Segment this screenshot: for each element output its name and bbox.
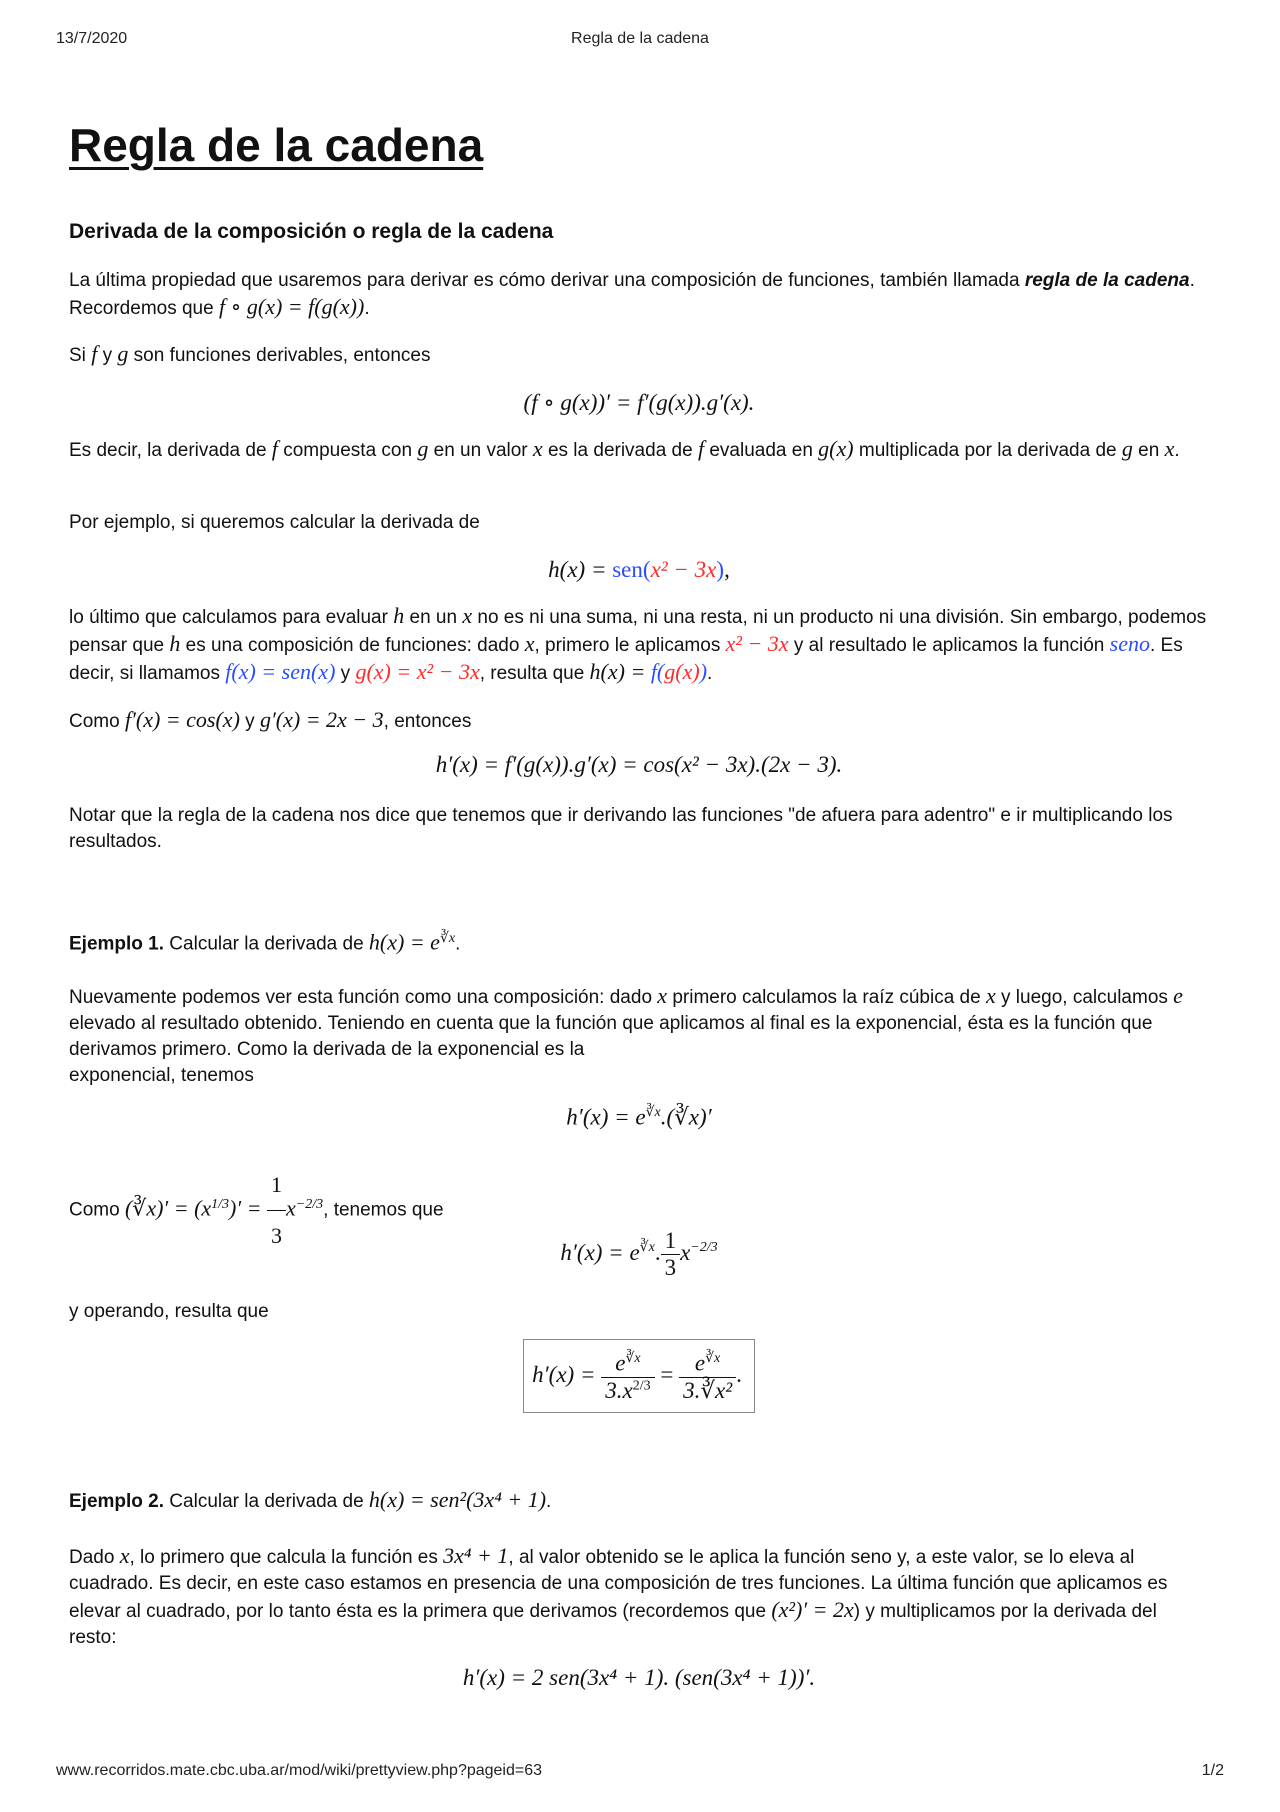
example-h-inner: x² − 3x xyxy=(650,557,717,582)
ejemplo2-label: Ejemplo 2. xyxy=(69,1491,165,1512)
box-frac1 xyxy=(601,1350,654,1404)
result-box xyxy=(523,1339,755,1413)
si-p1: Si xyxy=(69,345,92,366)
ejemplo1-como-num: 1 xyxy=(271,1172,283,1197)
explanation-p10: . xyxy=(707,663,713,684)
como-p3: , entonces xyxy=(383,711,472,732)
ejemplo1-eq2-x: x xyxy=(680,1239,691,1265)
header-title: Regla de la cadena xyxy=(571,30,709,47)
explanation-p5: , primero le aplicamos xyxy=(534,635,726,656)
intro-paragraph xyxy=(69,268,1209,322)
ejemplo1-como-a: (∛x)′ = (x xyxy=(124,1195,212,1221)
box-n1-exp: ∛x xyxy=(625,1351,641,1366)
ejemplo1-eq1-exp: ∛x xyxy=(645,1105,661,1120)
box-n1: e xyxy=(615,1350,626,1376)
box-lhs: h′(x) = xyxy=(532,1362,602,1388)
ejemplo1-p5: exponencial, tenemos xyxy=(69,1065,254,1086)
explanation-p2: en un xyxy=(404,607,463,628)
explanation-paragraph xyxy=(69,603,1209,687)
ejemplo1-e: e xyxy=(1173,983,1183,1008)
example-h-formula xyxy=(69,557,1209,583)
explanation-p3: no es ni una suma, ni una resta, ni un producto ni una división. Sin embargo, podemos pensar que xyxy=(69,607,1207,656)
es-decir-paragraph xyxy=(69,436,1209,464)
explanation-p9: , resulta que xyxy=(479,663,590,684)
ejemplo1-como-p1: Como xyxy=(69,1199,125,1221)
es-decir-p1: Es decir, la derivada de xyxy=(69,440,272,461)
como-p2: y xyxy=(239,711,260,732)
ejemplo1-eq1 xyxy=(69,1104,1209,1131)
ejemplo2-x1: x xyxy=(119,1543,130,1568)
ejemplo1-eq2-xexp: −2/3 xyxy=(690,1240,718,1256)
section-title: Derivada de la composición o regla de la cadena xyxy=(69,220,554,243)
ejemplo1-eq2-exp: ∛x xyxy=(639,1240,655,1256)
explanation-seno: seno xyxy=(1109,631,1150,656)
ejemplo1-eq2-dot: . xyxy=(654,1239,661,1265)
ejemplo1-como-den: 3 xyxy=(267,1210,286,1261)
es-decir-x2: x xyxy=(1164,436,1175,461)
si-f: f xyxy=(91,341,98,366)
ejemplo2-p4: ) y multiplicamos por la derivada del resto: xyxy=(69,1601,1157,1648)
explanation-p8: y xyxy=(335,663,356,684)
ejemplo2-p2: , lo primero que calcula la función es xyxy=(129,1547,444,1568)
footer-page-number: 1/2 xyxy=(1201,1762,1224,1779)
ejemplo1-operando: y operando, resulta que xyxy=(69,1301,269,1322)
explanation-p4: es una composición de funciones: dado xyxy=(180,635,525,656)
ejemplo2-formula: h(x) = sen²(3x⁴ + 1) xyxy=(368,1487,547,1512)
es-decir-f2: f xyxy=(697,436,705,461)
box-d1: 3.x xyxy=(605,1377,633,1403)
si-p3: son funciones derivables, entonces xyxy=(128,345,431,366)
explanation-h2: h xyxy=(169,631,181,656)
header-date: 13/7/2020 xyxy=(56,30,128,47)
ejemplo2-end: . xyxy=(546,1491,552,1512)
ejemplo1-heading xyxy=(69,926,1209,957)
si-p2: y xyxy=(97,345,118,366)
explanation-p6: y al resultado le aplicamos la función xyxy=(788,635,1110,656)
intro-text-before: La última propiedad que usaremos para derivar es cómo derivar una composición de funciones, también llamada xyxy=(69,270,1025,291)
si-g: g xyxy=(117,341,129,366)
ejemplo1-como-c: x xyxy=(286,1195,296,1221)
box-d1-exp: 2/3 xyxy=(632,1378,651,1393)
ejemplo1-end: . xyxy=(455,933,461,955)
ejemplo1-como-p2: , tenemos que xyxy=(323,1199,444,1221)
box-eq: = xyxy=(654,1362,680,1388)
ejemplo1-boxed-result xyxy=(69,1339,1209,1413)
ejemplo2-heading xyxy=(69,1487,1209,1515)
ejemplo1-como-exp1: 1/3 xyxy=(211,1197,230,1213)
es-decir-f1: f xyxy=(271,436,278,461)
explanation-hres2: f( xyxy=(650,659,665,684)
ejemplo2-paragraph xyxy=(69,1543,1209,1651)
example-h-lhs: h(x) = xyxy=(548,557,613,582)
explanation-gdef: g(x) = x² − 3x xyxy=(355,659,480,684)
explanation-inner: x² − 3x xyxy=(725,631,789,656)
es-decir-p2: compuesta con xyxy=(277,440,418,461)
es-decir-g2: g xyxy=(1121,436,1133,461)
ejemplo1-eq2-lhs: h′(x) = e xyxy=(560,1239,640,1265)
explanation-h1: h xyxy=(393,603,405,628)
ejemplo1-x1: x xyxy=(657,983,668,1008)
ejemplo2-text: Calcular la derivada de xyxy=(164,1491,369,1512)
como-p1: Como xyxy=(69,711,125,732)
ejemplo2-p3: , al valor obtenido se le aplica la función seno y, a este valor, se lo eleva al cuadrado. Es decir, en este caso estamos en presencia de una composición de tres funciones. La última función que aplicamos es elevar al cuadrado, por lo tanto ésta es la primera que derivamos (recordemos que xyxy=(69,1547,1168,1622)
es-decir-g1: g xyxy=(417,436,429,461)
ejemplo1-eq2-den: 3 xyxy=(661,1254,681,1281)
ejemplo1-como-b: )′ = xyxy=(229,1195,268,1221)
como-paragraph xyxy=(69,707,1209,735)
ejemplo1-label: Ejemplo 1. xyxy=(69,933,165,955)
ejemplo2-eq: h′(x) = 2 sen(3x⁴ + 1). (sen(3x⁴ + 1))′. xyxy=(462,1665,816,1690)
explanation-hres1: h(x) = xyxy=(589,659,651,684)
ejemplo1-text: Calcular la derivada de xyxy=(164,933,369,955)
ejemplo1-paragraph xyxy=(69,983,1209,1089)
ejemplo-intro: Por ejemplo, si queremos calcular la derivada de xyxy=(69,512,480,533)
intro-formula: f ∘ g(x) = f(g(x)) xyxy=(218,294,365,319)
ejemplo2-inner: 3x⁴ + 1 xyxy=(443,1543,509,1568)
explanation-p7: . Es decir, si llamamos xyxy=(69,635,1183,684)
como-gp: g′(x) = 2x − 3 xyxy=(259,707,384,732)
explanation-hres3: g(x) xyxy=(664,659,700,684)
example-h-sen: sen( xyxy=(612,557,651,582)
es-decir-p4: es la derivada de xyxy=(542,440,698,461)
ejemplo1-exponent: ∛x xyxy=(439,931,456,946)
intro-text-after: . Recordemos que xyxy=(69,270,1195,319)
ejemplo2-sq: (x²)′ = 2x xyxy=(771,1597,854,1622)
ejemplo1-formula: h(x) = e xyxy=(368,929,440,955)
ejemplo1-eq1-lhs: h′(x) = e xyxy=(566,1104,646,1130)
box-end: . xyxy=(736,1362,742,1388)
explanation-hres4: ) xyxy=(699,659,708,684)
es-decir-p8: . xyxy=(1174,440,1180,461)
explanation-fdef: f(x) = sen(x) xyxy=(225,659,336,684)
box-d2: 3.∛x² xyxy=(683,1377,733,1403)
es-decir-p6: multiplicada por la derivada de xyxy=(853,440,1122,461)
box-frac2 xyxy=(679,1350,736,1404)
box-n2: e xyxy=(694,1350,706,1376)
ejemplo1-p3: y luego, calculamos xyxy=(995,987,1174,1008)
explanation-x1: x xyxy=(462,603,473,628)
notar-paragraph: Notar que la regla de la cadena nos dice que tenemos que ir derivando las funciones "de afuera para adentro" e ir multiplicando los resultados. xyxy=(69,805,1173,852)
box-n2-exp: ∛x xyxy=(705,1351,721,1366)
ejemplo1-x2: x xyxy=(985,983,996,1008)
ejemplo1-p4: elevado al resultado obtenido. Teniendo en cuenta que la función que aplicamos al final es la exponencial, ésta es la función que derivamos primero. Como la derivada de la exponencial es la xyxy=(69,1013,1153,1060)
es-decir-x1: x xyxy=(532,436,543,461)
es-decir-p5: evaluada en xyxy=(704,440,819,461)
example-h-close: ) xyxy=(716,557,725,582)
ejemplo1-p2: primero calculamos la raíz cúbica de xyxy=(667,987,986,1008)
intro-end: . xyxy=(364,298,370,319)
es-decir-p3: en un valor xyxy=(428,440,533,461)
ejemplo1-eq2-num: 1 xyxy=(664,1228,677,1253)
ejemplo1-eq2-frac xyxy=(661,1228,681,1281)
intro-emphasis: regla de la cadena xyxy=(1024,270,1190,291)
ejemplo1-p1: Nuevamente podemos ver esta función como una composición: dado xyxy=(69,987,658,1008)
chain-rule-formula: (f ∘ g(x))′ = f′(g(x)).g′(x). xyxy=(523,390,755,415)
page-title: Regla de la cadena xyxy=(69,119,484,171)
hprime-result: h′(x) = f′(g(x)).g′(x) = cos(x² − 3x).(2x − 3). xyxy=(435,752,843,777)
explanation-p1: lo último que calculamos para evaluar xyxy=(69,607,394,628)
example-h-end: , xyxy=(724,557,730,582)
si-paragraph xyxy=(69,341,1209,369)
es-decir-p7: en xyxy=(1132,440,1165,461)
ejemplo1-eq2 xyxy=(69,1228,1209,1281)
explanation-x2: x xyxy=(524,631,535,656)
ejemplo2-p1: Dado xyxy=(69,1547,120,1568)
como-fp: f′(x) = cos(x) xyxy=(124,707,240,732)
ejemplo1-como-exp2: −2/3 xyxy=(295,1197,324,1213)
footer-url: www.recorridos.mate.cbc.uba.ar/mod/wiki/prettyview.php?pageid=63 xyxy=(56,1762,543,1779)
es-decir-gx: g(x) xyxy=(818,436,854,461)
ejemplo1-eq1-rhs: .(∛x)′ xyxy=(660,1104,712,1130)
